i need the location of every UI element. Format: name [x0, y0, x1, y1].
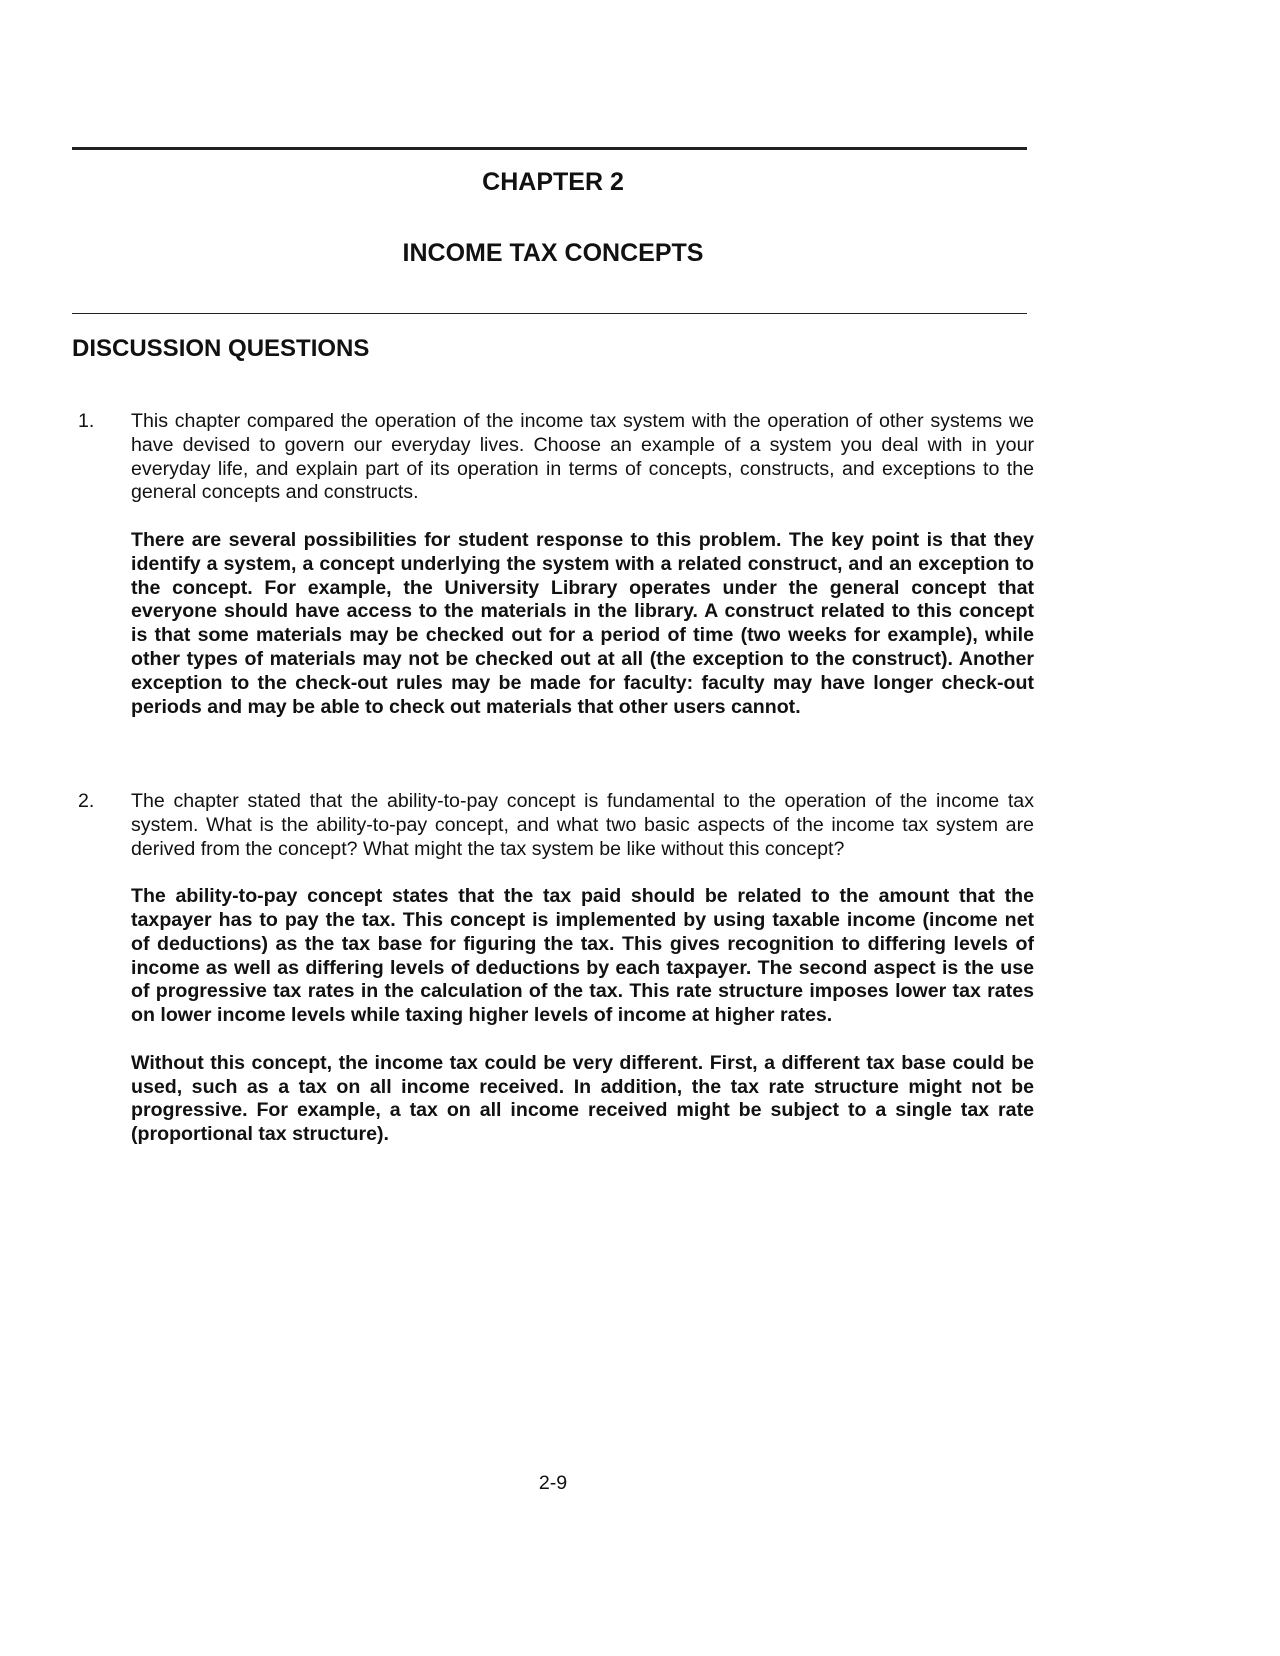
question-text: This chapter compared the operation of the income tax system with the operation of other systems we have devised to govern our everyday lives. Choose an example of a system you deal with in your everyday life, and explain part of its operation in terms of concepts, constructs, and exceptions to the general concepts and constructs. — [131, 410, 1034, 504]
header-rule — [72, 313, 1027, 314]
page-number: 2-9 — [538, 1472, 568, 1494]
chapter-title: INCOME TAX CONCEPTS — [402, 239, 704, 267]
answer-paragraph: Without this concept, the income tax could be very different. First, a different tax base could be used, such as a tax on all income received. In addition, the tax rate structure might not be progressive. For example, a tax on all income received might be subject to a single tax rate (proportional tax structure). — [131, 1051, 1034, 1146]
question-text: The chapter stated that the ability-to-pay concept is fundamental to the operation of the income tax system. What is the ability-to-pay concept, and what two basic aspects of the income tax system are derived from the concept? What might the tax system be like without this concept? — [131, 790, 1034, 860]
question-number: 1. — [78, 410, 95, 432]
question-number: 2. — [78, 790, 95, 812]
section-title: DISCUSSION QUESTIONS — [72, 335, 370, 362]
top-rule — [72, 147, 1027, 150]
chapter-number: CHAPTER 2 — [482, 168, 624, 196]
answer-paragraph: The ability-to-pay concept states that the tax paid should be related to the amount that the taxpayer has to pay the tax. This concept is implemented by using taxable income (income net of deductions) as the tax base for figuring the tax. This gives recognition to differing levels of income as well as differing levels of deductions by each taxpayer. The second aspect is the use of progressive tax rates in the calculation of the tax. This rate structure imposes lower tax rates on lower income levels while taxing higher levels of income at higher rates. — [131, 885, 1034, 1027]
question-1 — [72, 410, 1034, 719]
question-2 — [72, 790, 1034, 1147]
answer-paragraph: There are several possibilities for student response to this problem. The key point is that they identify a system, a concept underlying the system with a related construct, and an exception to the concept. For example, the University Library operates under the general concept that everyone should have access to the materials in the library. A construct related to this concept is that some materials may be checked out for a period of time (two weeks for example), while other types of materials may not be checked out at all (the exception to the construct). Another exception to the check-out rules may be made for faculty: faculty may have longer check-out periods and may be able to check out materials that other users cannot. — [131, 528, 1034, 718]
